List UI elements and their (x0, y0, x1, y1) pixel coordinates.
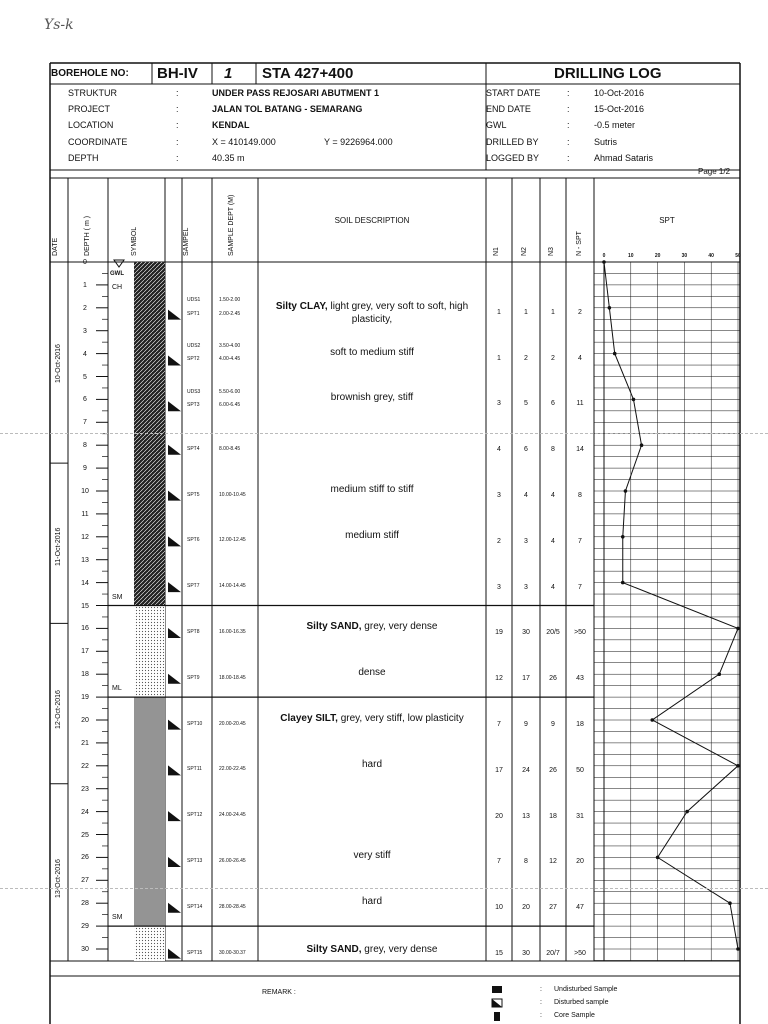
n2-value: 24 (522, 766, 530, 774)
date-label: 12-Oct-2016 (55, 689, 62, 729)
n3-value: 26 (549, 766, 557, 774)
soil-symbol-sand (134, 926, 165, 961)
sample-name: SPT6 (187, 537, 200, 544)
field-label: LOCATION (68, 120, 114, 131)
n1-value: 15 (495, 950, 503, 957)
soil-code: SM (112, 593, 123, 601)
spt-sample-marker (168, 811, 181, 821)
depth-tick: 0 (83, 259, 87, 266)
depth-tick: 19 (81, 694, 89, 702)
field-colon: : (567, 136, 570, 147)
legend-core-symbol (494, 1012, 500, 1021)
spt-sample-marker (168, 536, 181, 546)
scan-line (0, 888, 768, 889)
soil-description: dense (358, 667, 386, 679)
n2-value: 6 (524, 446, 528, 454)
spt-point (602, 260, 606, 264)
spt-scale-label: 20 (654, 253, 661, 259)
header-description: SOIL DESCRIPTION (334, 216, 410, 225)
n3-value: 4 (551, 492, 555, 499)
depth-tick: 15 (81, 602, 89, 610)
field-value: 10-Oct-2016 (594, 88, 645, 98)
field-value: Sutris (594, 136, 618, 147)
n2-value: 3 (524, 537, 528, 545)
header-sample: SAMPEL (183, 227, 190, 256)
depth-tick: 1 (83, 281, 87, 289)
sample-depth-range: 5.50-6.00 (219, 388, 241, 395)
spt-sample-marker (168, 903, 181, 913)
spt-point (736, 947, 740, 951)
spt-point (621, 581, 625, 585)
field-colon: : (176, 136, 179, 147)
depth-tick: 5 (83, 373, 87, 381)
field-colon: : (567, 152, 570, 163)
legend-label: Disturbed sample (554, 999, 609, 1006)
borehole-label: BOREHOLE NO: (51, 68, 129, 79)
depth-tick: 20 (81, 717, 89, 724)
depth-tick: 3 (83, 327, 87, 335)
spt-point (632, 398, 636, 402)
nspt-value: >50 (574, 950, 586, 957)
spt-scale-label: 10 (628, 253, 634, 259)
n1-value: 3 (497, 492, 501, 499)
sample-name: UDS3 (187, 388, 201, 395)
soil-description: Silty SAND, grey, very dense (306, 944, 438, 956)
sample-depth-range: 20.00-20.45 (219, 720, 246, 727)
soil-type: Clayey SILT, (280, 713, 338, 724)
spt-point (736, 627, 740, 631)
spt-sample-marker (168, 765, 181, 775)
soil-symbol-silt (134, 697, 165, 926)
spt-point (613, 352, 617, 356)
spt-sample-marker (168, 628, 181, 638)
n3-value: 1 (551, 308, 555, 316)
legend-undisturbed-symbol (492, 986, 502, 993)
soil-description: brownish grey, stiff (330, 392, 414, 404)
spt-scale-label: 40 (708, 253, 714, 259)
sample-depth-range: 4.00-4.45 (219, 356, 241, 363)
depth-tick: 10 (81, 488, 89, 495)
depth-tick: 14 (81, 579, 89, 587)
date-label: 13-Oct-2016 (55, 859, 62, 898)
depth-tick: 22 (81, 762, 89, 770)
spt-point (650, 718, 654, 722)
field-value: UNDER PASS REJOSARI ABUTMENT 1 (212, 88, 380, 98)
spt-point (608, 306, 612, 310)
n2-value: 2 (524, 354, 528, 362)
handwritten-note: Ys-k (44, 17, 74, 33)
spt-point (736, 764, 740, 768)
field-colon: : (176, 120, 179, 131)
n1-value: 1 (497, 308, 501, 316)
n3-value: 27 (549, 904, 557, 912)
field-label: DEPTH (68, 152, 99, 163)
log-title: DRILLING LOG (554, 65, 662, 82)
n2-value: 4 (524, 492, 528, 499)
field-value: X = 410149.000 (212, 136, 276, 147)
header-n3: N3 (548, 247, 555, 256)
sample-depth-range: 3.50-4.00 (219, 342, 241, 349)
soil-description: medium stiff (345, 529, 399, 541)
n3-value: 18 (549, 812, 557, 820)
header-n2: N2 (521, 247, 528, 256)
nspt-value: 2 (578, 308, 582, 316)
gwl-label: GWL (110, 271, 124, 278)
depth-tick: 13 (81, 556, 89, 564)
nspt-value: 50 (576, 766, 584, 774)
soil-description: hard (361, 896, 383, 908)
field-value: JALAN TOL BATANG - SEMARANG (212, 104, 363, 115)
soil-description: Clayey SILT, grey, very stiff, low plasticity (280, 713, 464, 724)
nspt-value: 4 (578, 354, 582, 362)
legend-label: Undisturbed Sample (554, 986, 618, 993)
soil-type: Silty CLAY, (275, 300, 328, 312)
header-sample-depth: SAMPLE DEPT (M) (228, 194, 235, 256)
soil-symbol-sand (134, 606, 165, 698)
field-label: LOGGED BY (486, 152, 540, 163)
spt-scale-label: 0 (602, 253, 606, 259)
legend-colon: : (540, 986, 542, 993)
field-colon: : (567, 120, 570, 131)
field-label: COORDINATE (68, 136, 128, 147)
soil-description: medium stiff to stiff (330, 484, 414, 495)
field-colon: : (176, 104, 179, 115)
nspt-value: 43 (576, 675, 584, 683)
nspt-value: 14 (576, 446, 584, 454)
sample-name: SPT13 (187, 857, 203, 864)
field-value: Ahmad Sataris (594, 152, 654, 163)
soil-type: Silty SAND, (306, 621, 362, 633)
soil-code: SM (112, 914, 123, 922)
sample-depth-range: 18.00-18.45 (219, 674, 246, 681)
depth-tick: 25 (81, 831, 89, 839)
field-value-2: Y = 9226964.000 (324, 136, 393, 147)
sample-depth-range: 22.00-22.45 (219, 766, 246, 773)
depth-tick: 24 (81, 808, 89, 816)
sample-name: SPT4 (187, 445, 200, 452)
header-symbol: SYMBOL (131, 226, 138, 256)
sample-depth-range: 2.00-2.45 (219, 310, 241, 317)
n2-value: 9 (524, 721, 528, 728)
nspt-value: 7 (578, 583, 582, 591)
sample-depth-range: 14.00-14.45 (219, 583, 246, 590)
n1-value: 3 (497, 583, 501, 591)
n3-value: 6 (551, 400, 555, 408)
depth-tick: 8 (83, 442, 87, 450)
depth-tick: 11 (81, 510, 89, 518)
remark-label: REMARK : (262, 989, 296, 996)
sample-name: SPT5 (187, 491, 200, 498)
sample-depth-range: 12.00-12.45 (219, 537, 246, 544)
spt-sample-marker (168, 674, 181, 684)
n3-value: 12 (549, 858, 557, 866)
spt-point (656, 856, 660, 860)
soil-description: very stiff (353, 850, 391, 862)
n3-value: 20/7 (546, 950, 560, 957)
spt-point (717, 672, 721, 676)
depth-tick: 7 (83, 419, 87, 427)
header-n1: N1 (493, 247, 500, 256)
spt-point (685, 810, 689, 814)
field-label: END DATE (486, 104, 531, 115)
sample-depth-range: 30.00-30.37 (219, 949, 246, 956)
depth-tick: 28 (81, 900, 89, 908)
field-label: GWL (486, 120, 507, 131)
header-date: DATE (52, 237, 59, 256)
n3-value: 8 (551, 446, 555, 454)
sheet-number: 1 (224, 65, 233, 82)
field-label: DRILLED BY (486, 136, 539, 147)
legend-label: Core Sample (554, 1012, 595, 1019)
nspt-value: 20 (576, 858, 584, 866)
nspt-value: 11 (576, 400, 584, 408)
spt-sample-marker (168, 857, 181, 867)
field-value: 40.35 m (212, 152, 245, 163)
sample-name: SPT9 (187, 674, 200, 681)
n1-value: 20 (495, 812, 503, 820)
depth-tick: 9 (83, 465, 87, 473)
n2-value: 17 (522, 675, 530, 683)
n2-value: 3 (524, 583, 528, 591)
n2-value: 30 (522, 629, 530, 637)
spt-sample-marker (168, 720, 181, 730)
soil-description: soft to medium stiff (330, 346, 414, 358)
sample-depth-range: 16.00-16.35 (219, 628, 246, 635)
spt-sample-marker (168, 355, 181, 365)
n3-value: 2 (551, 354, 555, 362)
n3-value: 20/5 (546, 629, 560, 637)
n2-value: 8 (524, 858, 528, 866)
n1-value: 4 (497, 446, 501, 454)
n2-value: 20 (522, 904, 530, 912)
n1-value: 7 (497, 721, 501, 728)
sample-depth-range: 24.00-24.45 (219, 812, 246, 819)
spt-sample-marker (168, 491, 181, 501)
field-colon: : (176, 88, 179, 98)
n3-value: 4 (551, 583, 555, 591)
spt-point (624, 489, 628, 493)
nspt-value: >50 (574, 629, 586, 637)
field-colon: : (176, 152, 179, 163)
field-label: PROJECT (68, 104, 111, 115)
legend-colon: : (540, 1012, 542, 1019)
sample-depth-range: 28.00-28.45 (219, 903, 246, 910)
date-label: 11-Oct-2016 (55, 527, 62, 566)
sample-name: SPT3 (187, 402, 200, 409)
sample-name: UDS2 (187, 342, 201, 349)
nspt-value: 31 (576, 812, 584, 820)
depth-tick: 2 (83, 304, 87, 312)
spt-point (621, 535, 625, 539)
date-label: 10-Oct-2016 (55, 343, 62, 383)
sample-depth-range: 6.00-6.45 (219, 402, 241, 409)
header-spt: SPT (659, 216, 675, 225)
depth-tick: 21 (81, 739, 89, 747)
depth-tick: 6 (83, 396, 87, 404)
sample-name: SPT11 (187, 766, 202, 773)
sample-name: SPT15 (187, 949, 203, 956)
n2-value: 5 (524, 400, 528, 408)
sample-depth-range: 1.50-2.00 (219, 296, 241, 303)
n3-value: 4 (551, 537, 555, 545)
soil-description: hard (361, 758, 383, 770)
soil-type: Silty SAND, (306, 944, 362, 956)
spt-sample-marker (168, 445, 181, 455)
n3-value: 26 (549, 675, 557, 683)
spt-scale-label: 50 (735, 253, 741, 259)
depth-tick: 16 (81, 625, 89, 633)
legend-colon: : (540, 999, 542, 1006)
n2-value: 1 (524, 308, 528, 316)
soil-code: CH (112, 284, 123, 292)
header-nspt: N - SPT (576, 231, 583, 256)
n1-value: 7 (497, 858, 501, 866)
field-colon: : (567, 104, 570, 115)
field-value: KENDAL (212, 120, 250, 131)
n1-value: 17 (495, 766, 503, 774)
depth-tick: 23 (81, 785, 89, 793)
depth-tick: 29 (81, 923, 89, 931)
n1-value: 2 (497, 537, 501, 545)
field-label: STRUKTUR (68, 88, 117, 98)
nspt-value: 7 (578, 537, 582, 545)
field-colon: : (567, 88, 570, 98)
field-value: 15-Oct-2016 (594, 104, 645, 115)
soil-description: Silty CLAY, light grey, very soft to soft, high plasticity, (275, 300, 469, 325)
soil-description: Silty SAND, grey, very dense (306, 621, 438, 633)
depth-tick: 27 (81, 877, 89, 885)
n2-value: 30 (522, 950, 530, 957)
spt-scale-label: 30 (681, 253, 688, 259)
n1-value: 19 (495, 629, 503, 637)
sample-name: UDS1 (187, 296, 201, 303)
depth-tick: 12 (81, 533, 89, 541)
depth-tick: 17 (81, 648, 89, 656)
spt-sample-marker (168, 949, 181, 959)
spt-point (728, 901, 732, 905)
depth-tick: 30 (81, 946, 89, 953)
scan-line (0, 433, 768, 434)
nspt-value: 8 (578, 492, 582, 499)
sample-name: SPT12 (187, 812, 203, 819)
spt-point (640, 443, 644, 447)
field-label: START DATE (486, 88, 541, 98)
nspt-value: 18 (576, 721, 584, 728)
sample-name: SPT10 (187, 720, 203, 727)
spt-sample-marker (168, 401, 181, 411)
spt-sample-marker (168, 310, 181, 320)
depth-tick: 26 (81, 854, 89, 862)
station: STA 427+400 (262, 65, 354, 82)
sample-depth-range: 10.00-10.45 (219, 491, 246, 498)
gwl-marker (114, 260, 124, 267)
sample-name: SPT1 (187, 310, 200, 317)
depth-tick: 4 (83, 350, 87, 358)
n1-value: 1 (497, 354, 501, 362)
borehole-number: BH-IV (157, 65, 198, 82)
n1-value: 10 (495, 904, 503, 912)
n1-value: 3 (497, 400, 501, 408)
n1-value: 12 (495, 675, 503, 683)
sample-name: SPT2 (187, 356, 200, 363)
nspt-value: 47 (576, 904, 584, 912)
sample-name: SPT8 (187, 628, 200, 635)
soil-code: ML (112, 685, 122, 693)
page-number: Page 1/2 (698, 167, 731, 176)
field-value: -0.5 meter (594, 120, 636, 131)
spt-sample-marker (168, 582, 181, 592)
header-depth: DEPTH ( m ) (84, 215, 91, 256)
sample-depth-range: 8.00-8.45 (219, 445, 241, 452)
sample-depth-range: 26.00-26.45 (219, 857, 246, 864)
sample-name: SPT14 (187, 903, 203, 910)
depth-tick: 18 (81, 671, 89, 679)
n3-value: 9 (551, 721, 555, 728)
n2-value: 13 (522, 812, 530, 820)
sample-name: SPT7 (187, 583, 200, 590)
